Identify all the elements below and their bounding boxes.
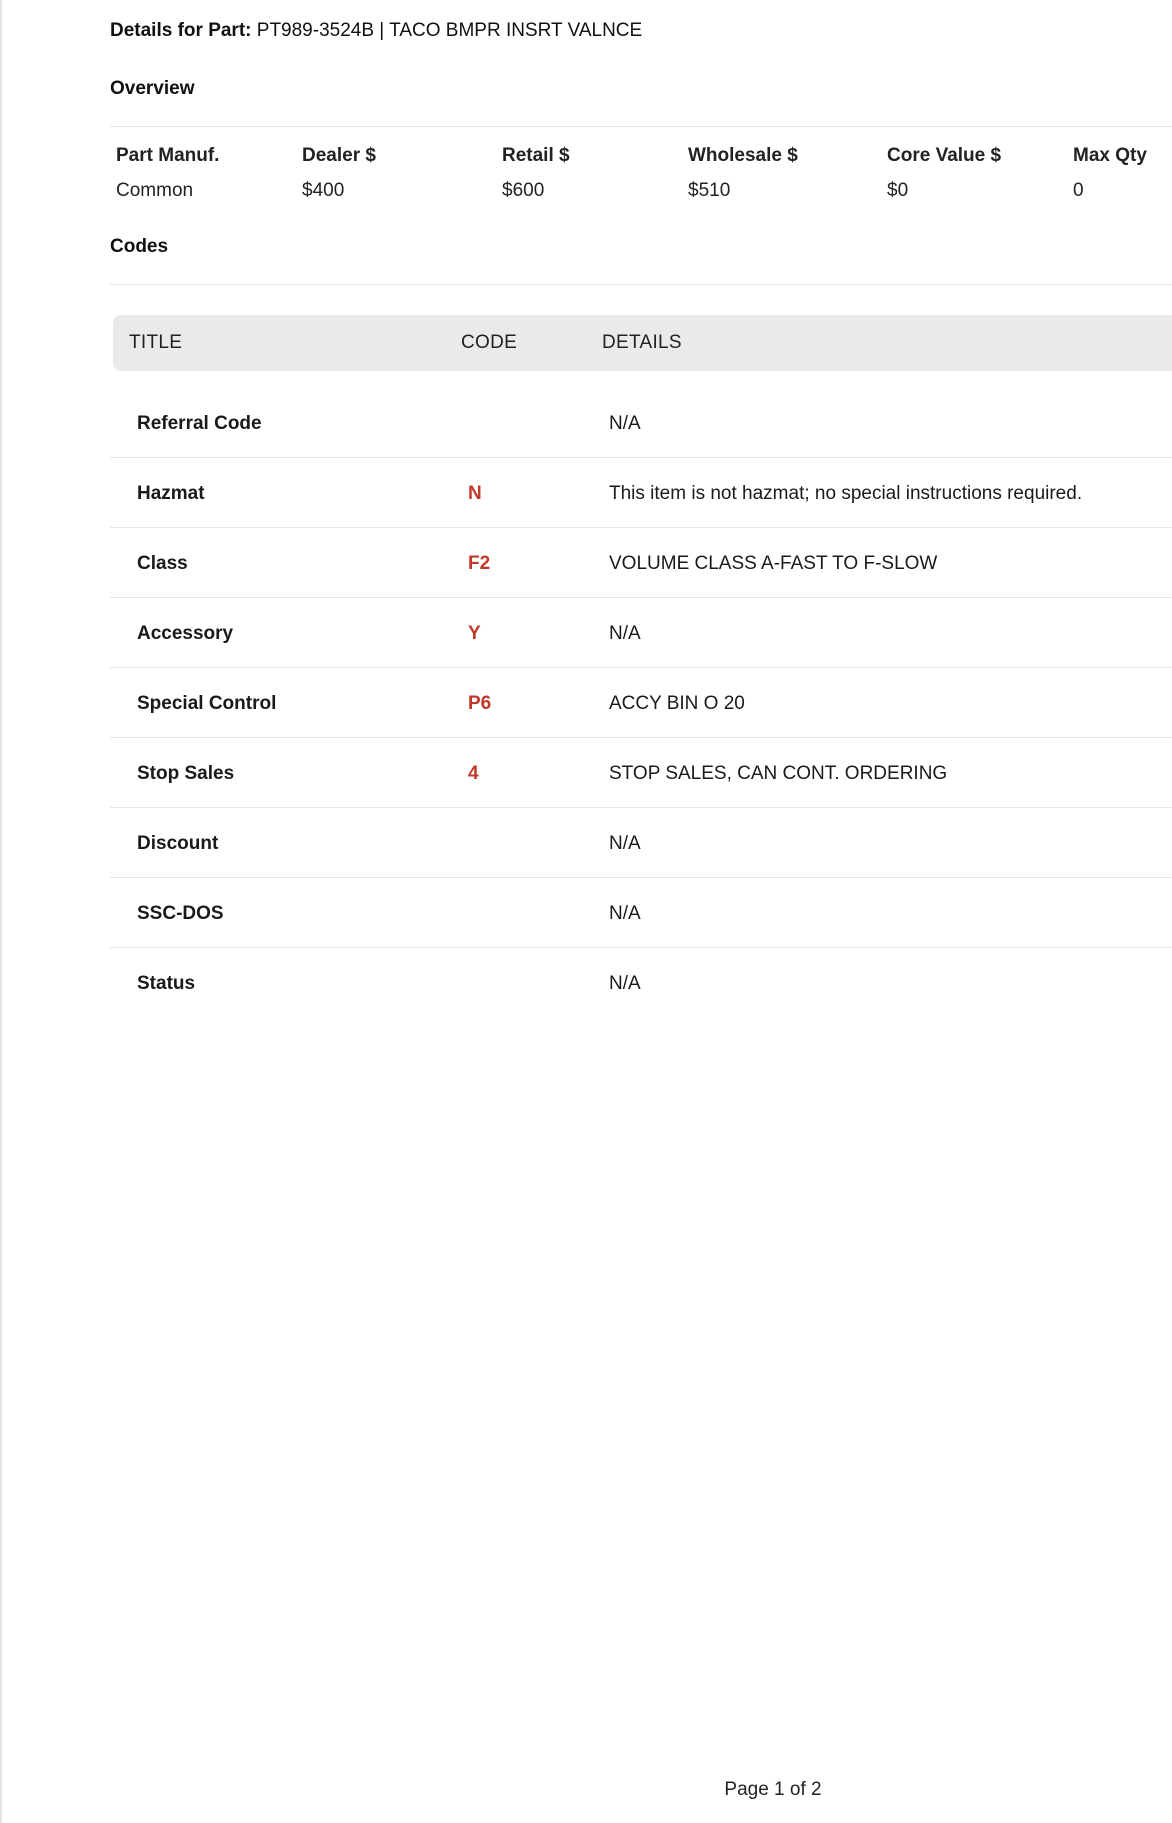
table-row	[110, 458, 1172, 528]
row-title: Status	[137, 973, 196, 994]
overview-col-wholesale	[688, 145, 798, 202]
row-code: N	[468, 483, 482, 504]
overview-value: $600	[502, 180, 545, 201]
row-code: 4	[468, 763, 479, 784]
column-header-title: TITLE	[129, 332, 183, 353]
overview-value: Common	[116, 180, 194, 201]
row-code: Y	[468, 623, 481, 644]
overview-col-dealer	[302, 145, 376, 202]
row-details: STOP SALES, CAN CONT. ORDERING	[609, 763, 948, 784]
overview-divider	[110, 126, 1172, 127]
row-details: This item is not hazmat; no special instructions required.	[609, 483, 1083, 504]
overview-label: Dealer $	[302, 145, 376, 166]
table-row	[110, 388, 1172, 458]
overview-label: Retail $	[502, 145, 570, 166]
codes-heading: Codes	[110, 236, 169, 257]
overview-label: Part Manuf.	[116, 145, 220, 166]
table-row	[110, 528, 1172, 598]
table-row	[110, 808, 1172, 878]
codes-table-header	[113, 315, 1172, 371]
row-details: N/A	[609, 623, 641, 644]
overview-label: Core Value $	[887, 145, 1002, 166]
table-row	[110, 878, 1172, 948]
row-code: P6	[468, 693, 492, 714]
row-title: Accessory	[137, 623, 234, 644]
table-row	[110, 668, 1172, 738]
overview-value: 0	[1073, 180, 1084, 201]
row-title: Discount	[137, 833, 219, 854]
part-number: PT989-3524B | TACO BMPR INSRT VALNCE	[256, 20, 643, 41]
row-title: Stop Sales	[137, 763, 235, 784]
row-code: F2	[468, 553, 491, 574]
overview-label: Max Qty	[1073, 145, 1147, 166]
overview-label: Wholesale $	[688, 145, 798, 166]
table-row	[110, 738, 1172, 808]
row-details: N/A	[609, 833, 641, 854]
row-details: N/A	[609, 973, 641, 994]
overview-table	[116, 145, 1172, 205]
row-title: SSC-DOS	[137, 903, 224, 924]
page-title	[110, 20, 642, 42]
row-title: Referral Code	[137, 413, 262, 434]
table-row	[110, 598, 1172, 668]
column-header-code: CODE	[461, 332, 518, 353]
row-details: N/A	[609, 413, 641, 434]
codes-divider	[110, 284, 1172, 285]
overview-col-max-qty	[1073, 145, 1147, 202]
row-details: N/A	[609, 903, 641, 924]
overview-col-core-value	[887, 145, 1001, 202]
table-row	[110, 948, 1172, 1018]
overview-heading: Overview	[110, 78, 195, 99]
row-details: ACCY BIN O 20	[609, 693, 745, 714]
row-title: Hazmat	[137, 483, 205, 504]
title-label: Details for Part:	[110, 20, 252, 41]
column-header-details: DETAILS	[602, 332, 682, 353]
overview-col-retail	[502, 145, 570, 202]
row-details: VOLUME CLASS A-FAST TO F-SLOW	[609, 553, 938, 574]
row-title: Special Control	[137, 693, 277, 714]
overview-value: $510	[688, 180, 731, 201]
page-indicator: Page 1 of 2	[724, 1779, 822, 1800]
row-title: Class	[137, 553, 188, 574]
overview-value: $400	[302, 180, 345, 201]
overview-col-part-manuf	[116, 145, 219, 202]
overview-value: $0	[887, 180, 909, 201]
